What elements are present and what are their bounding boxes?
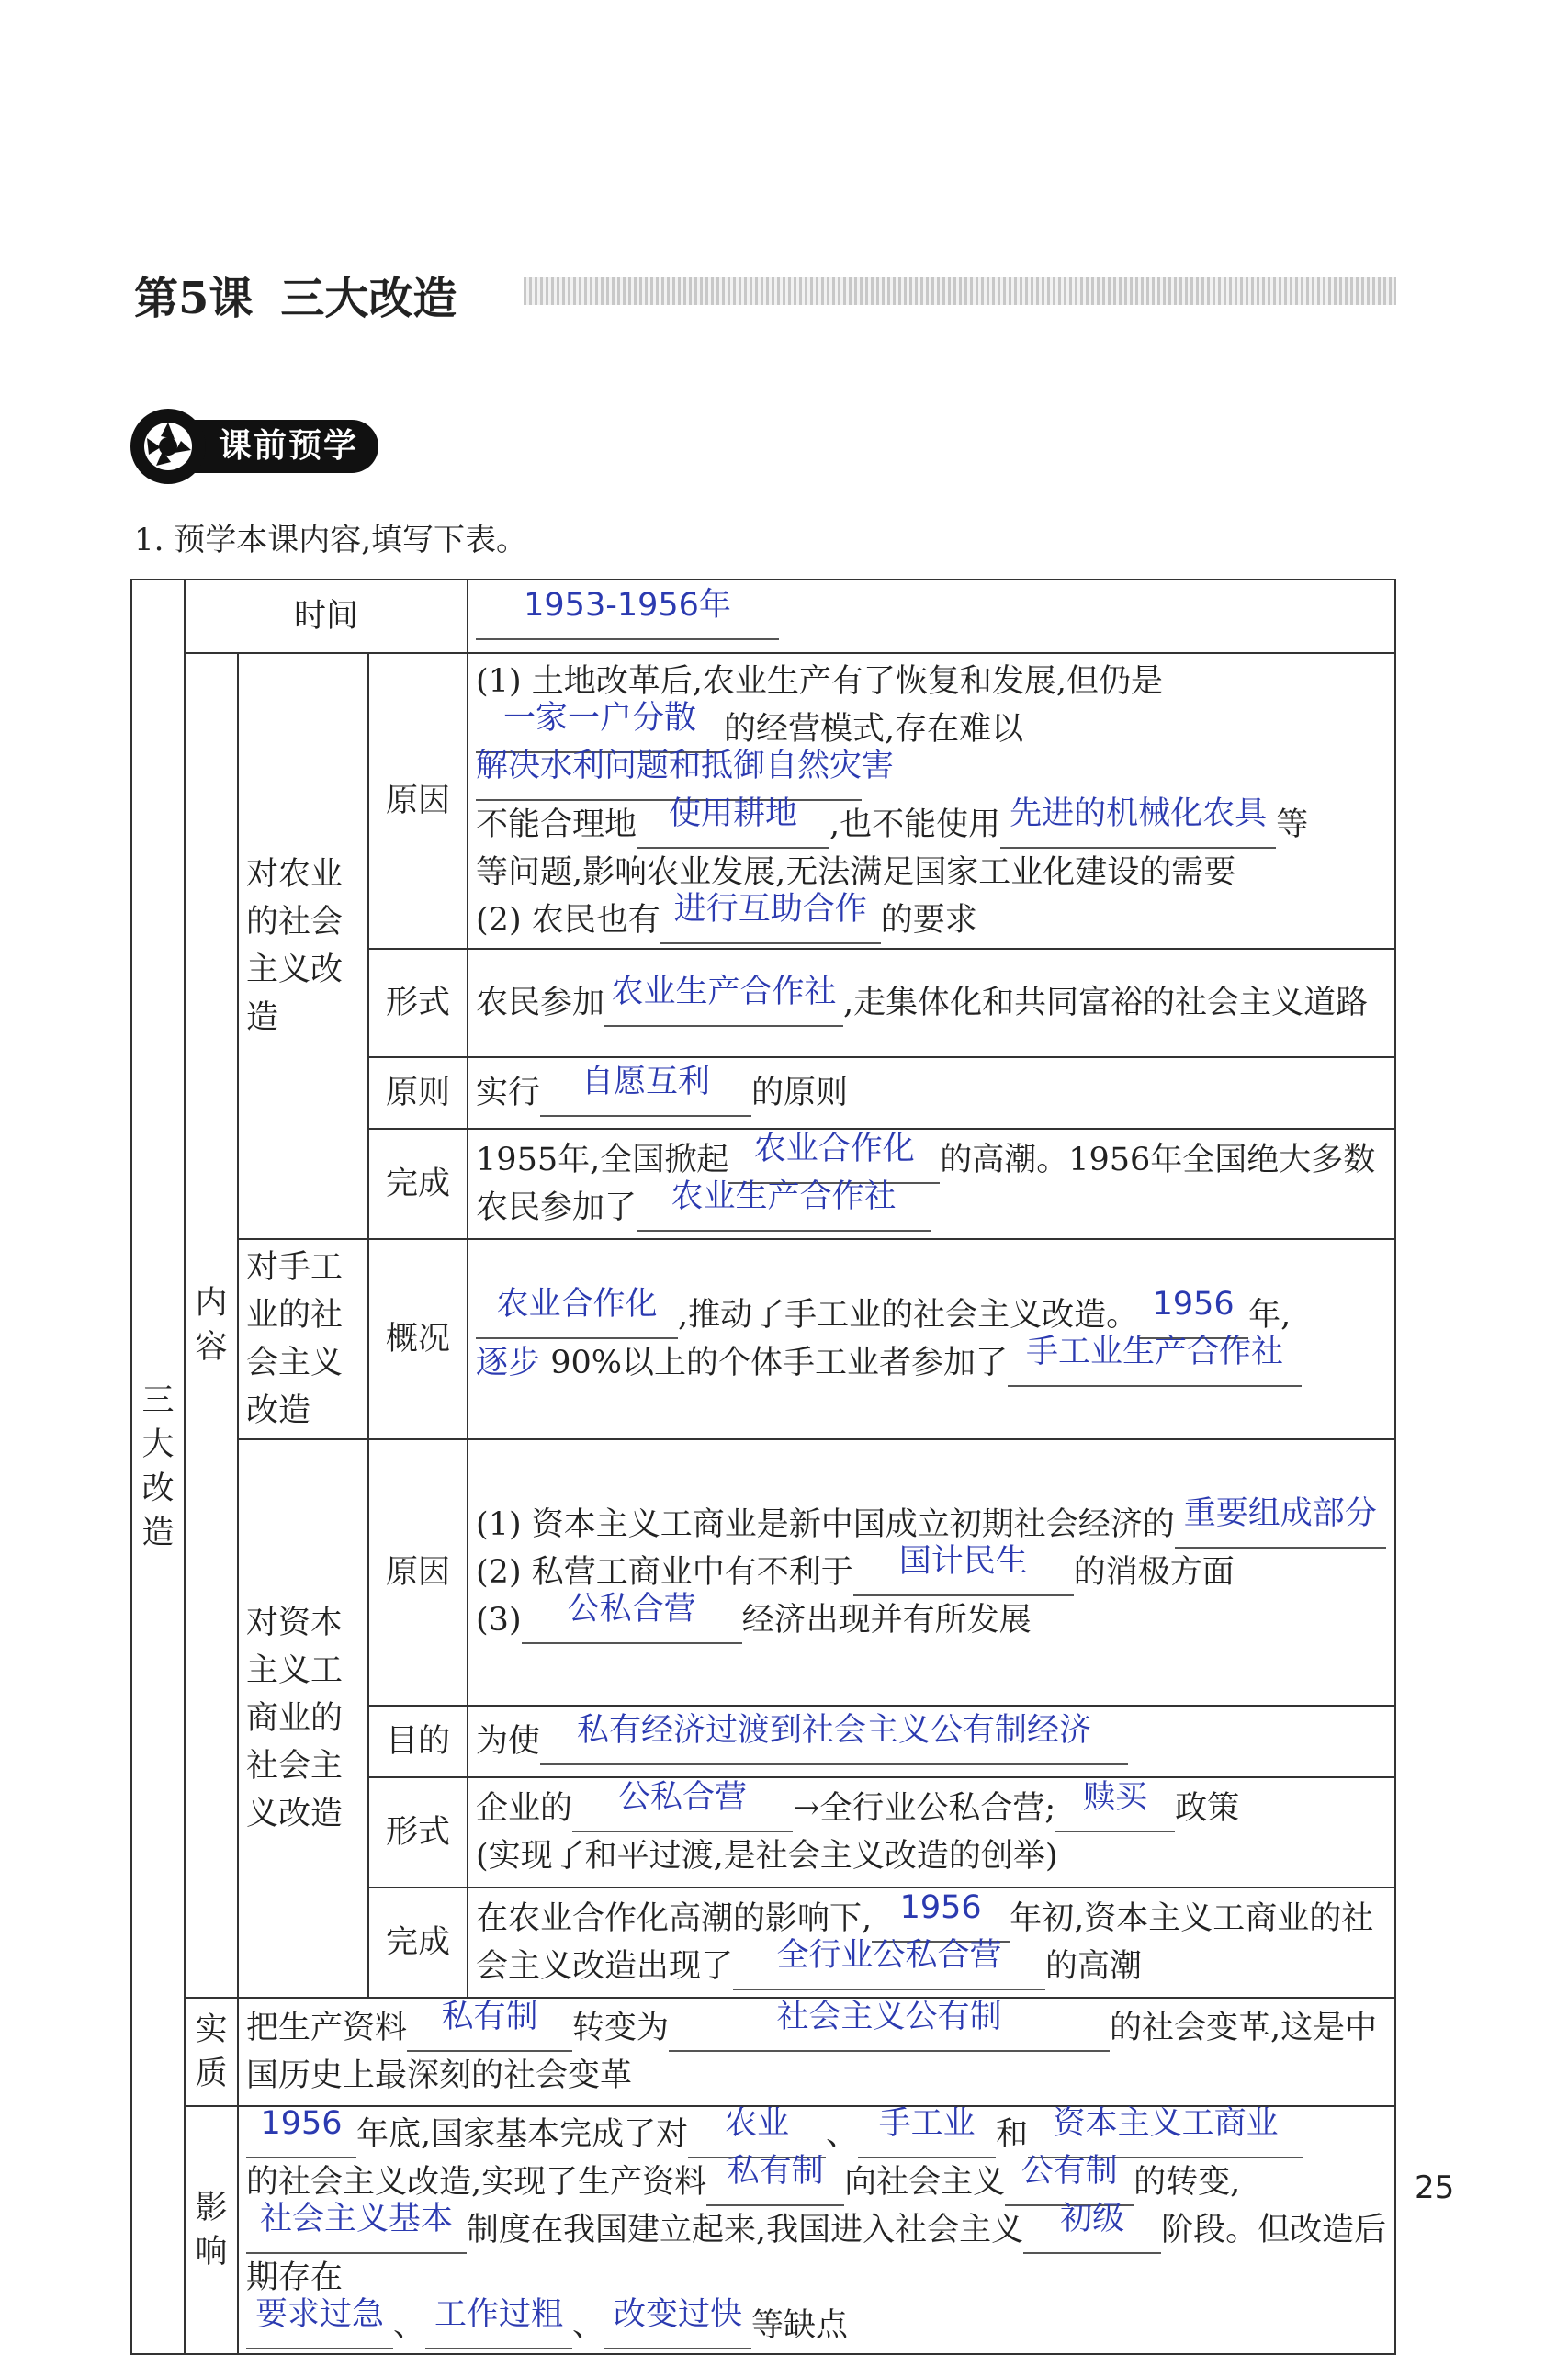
capital-reason-label: 原因 [368, 1439, 468, 1706]
text: 90%以上的个体手工业者参加了 [550, 1345, 1008, 1381]
answer-time: 1953-1956年 [524, 587, 731, 624]
text: 的经营模式,存在难以 [724, 711, 1024, 748]
answer: 农业合作化 [753, 1131, 915, 1167]
essence-cell [238, 1998, 1395, 2106]
answer: 一家一户分散 [503, 700, 697, 737]
handicraft-label: 对手工业的社会主义改造 [238, 1239, 368, 1439]
text: 年, [1248, 1297, 1292, 1334]
text: 政策 [1175, 1790, 1240, 1827]
agri-label: 对农业的社会主义改造 [238, 653, 368, 1239]
answer: 进行互助合作 [673, 891, 867, 928]
agri-reason-cell [468, 653, 1395, 949]
answer: 工作过粗 [434, 2296, 564, 2333]
answer: 私有制 [441, 1999, 538, 2035]
answer: 农业生产合作社 [611, 974, 837, 1010]
answer: 要求过急 [254, 2296, 384, 2333]
text: 年底,国家基本完成了对 [356, 2116, 689, 2153]
answer: 农业合作化 [496, 1286, 658, 1323]
answer: 使用耕地 [669, 795, 798, 832]
impact-label: 影响 [185, 2106, 238, 2354]
text: 等问题,影响农业发展,无法满足国家工业化建设的需要 [476, 854, 1236, 891]
text: 转变为 [572, 2010, 670, 2046]
agri-complete-cell [468, 1129, 1395, 1239]
text: ,也不能使用 [829, 806, 1001, 843]
answer: 全行业公私合营 [776, 1937, 1002, 1974]
text: 经济出现并有所发展 [741, 1602, 1032, 1639]
side-label: 三大改造 [131, 580, 185, 2354]
answer: 重要组成部分 [1183, 1495, 1377, 1532]
answer: 农业 [725, 2105, 790, 2142]
text: (1) 资本主义工商业是新中国成立初期社会经济的 [476, 1506, 1175, 1543]
time-cell [468, 580, 1395, 653]
text: →全行业公私合营; [793, 1790, 1056, 1827]
text: 年初,资本主义工商业的社会主义改造出现了 [476, 1900, 1374, 1985]
section-badge-label: 课前预学 [187, 420, 378, 473]
camera-aperture-icon [130, 409, 206, 484]
text: (实现了和平过渡,是社会主义改造的创举) [476, 1838, 1058, 1875]
lesson-number: 第5课 [134, 273, 254, 324]
text: 农民参加 [476, 985, 605, 1021]
text: 实行 [476, 1075, 541, 1111]
text: (2) 农民也有 [476, 902, 660, 939]
text: 向社会主义 [844, 2164, 1006, 2201]
handicraft-overview-cell [468, 1239, 1395, 1439]
answer: 私有制 [727, 2153, 824, 2190]
reform-table [130, 579, 1396, 2355]
agri-principle-label: 原则 [368, 1057, 468, 1129]
text: 等 [1276, 806, 1309, 843]
agri-form-cell [468, 949, 1395, 1057]
text: 的高潮。1956年全国绝大多数农民参加了 [476, 1142, 1376, 1226]
text: (3) [476, 1602, 522, 1639]
text: 企业的 [476, 1790, 573, 1827]
title-decoration-bar [524, 277, 1396, 305]
text: 阶段。但改造后期存在 [246, 2212, 1387, 2296]
agri-principle-cell [468, 1057, 1395, 1129]
capital-form-cell [468, 1777, 1395, 1887]
essence-label: 实质 [185, 1998, 238, 2106]
text: 和 [996, 2116, 1029, 2153]
agri-reason-label: 原因 [368, 653, 468, 949]
section-badge [130, 409, 397, 484]
content-label: 内容 [185, 653, 238, 1998]
capital-form-label: 形式 [368, 1777, 468, 1887]
text: 、 [572, 2307, 605, 2344]
text: 的原则 [751, 1075, 849, 1111]
answer: 农业生产合作社 [671, 1178, 897, 1215]
answer: 赎买 [1083, 1779, 1148, 1816]
answer: 公私合营 [618, 1779, 748, 1816]
text: 制度在我国建立起来,我国进入社会主义 [467, 2212, 1024, 2248]
capital-purpose-label: 目的 [368, 1706, 468, 1777]
answer: 1956 [260, 2105, 343, 2142]
answer: 先进的机械化农具 [1010, 795, 1268, 832]
answer: 社会主义公有制 [776, 1999, 1002, 2035]
answer: 自愿互利 [581, 1064, 711, 1100]
text: 、 [826, 2116, 859, 2153]
answer: 公私合营 [567, 1591, 696, 1628]
text: 的高潮 [1045, 1948, 1143, 1985]
answer: 逐步 [476, 1345, 541, 1381]
instruction-text: 1. 预学本课内容,填写下表。 [134, 522, 528, 558]
text: 1955年,全国掀起 [476, 1142, 729, 1178]
answer: 改变过快 [614, 2296, 743, 2333]
agri-complete-label: 完成 [368, 1129, 468, 1239]
answer: 1956 [899, 1889, 982, 1926]
impact-cell [238, 2106, 1395, 2354]
text: ,推动了手工业的社会主义改造。 [678, 1297, 1139, 1334]
answer: 公有制 [1021, 2153, 1118, 2190]
text: 不能合理地 [476, 806, 637, 843]
agri-form-label: 形式 [368, 949, 468, 1057]
text: 把生产资料 [246, 2010, 408, 2046]
answer: 1956 [1152, 1286, 1235, 1323]
text: 为使 [476, 1723, 541, 1760]
answer: 手工业 [878, 2105, 976, 2142]
text: 在农业合作化高潮的影响下, [476, 1900, 873, 1937]
text: 的要求 [880, 902, 977, 939]
capital-reason-cell [468, 1439, 1395, 1706]
answer: 私有经济过渡到社会主义公有制经济 [577, 1712, 1092, 1749]
answer: 手工业生产合作社 [1025, 1334, 1283, 1370]
text: (2) 私营工商业中有不利于 [476, 1554, 853, 1591]
page-number: 25 [1415, 2169, 1455, 2206]
text: 、 [393, 2307, 426, 2344]
text: 的社会主义改造,实现了生产资料 [246, 2164, 707, 2201]
answer: 解决水利问题和抵御自然灾害 [476, 748, 895, 784]
capital-complete-label: 完成 [368, 1887, 468, 1998]
time-label: 时间 [185, 580, 468, 653]
text: 的转变, [1134, 2164, 1241, 2201]
capital-label: 对资本主义工商业的社会主义改造 [238, 1439, 368, 1998]
text: (1) 土地改革后,农业生产有了恢复和发展,但仍是 [476, 663, 1163, 700]
answer: 初级 [1060, 2201, 1125, 2237]
lesson-heading [134, 263, 457, 326]
answer: 资本主义工商业 [1053, 2105, 1279, 2142]
text: ,走集体化和共同富裕的社会主义道路 [843, 985, 1369, 1021]
handicraft-overview-label: 概况 [368, 1239, 468, 1439]
capital-purpose-cell [468, 1706, 1395, 1777]
lesson-title: 三大改造 [280, 273, 457, 324]
text: 的社会变革,这是中国历史上最深刻的社会变革 [246, 2010, 1378, 2094]
answer: 社会主义基本 [259, 2201, 453, 2237]
capital-complete-cell [468, 1887, 1395, 1998]
answer: 国计民生 [898, 1543, 1028, 1580]
text: 等缺点 [751, 2307, 849, 2344]
text: 的消极方面 [1073, 1554, 1235, 1591]
